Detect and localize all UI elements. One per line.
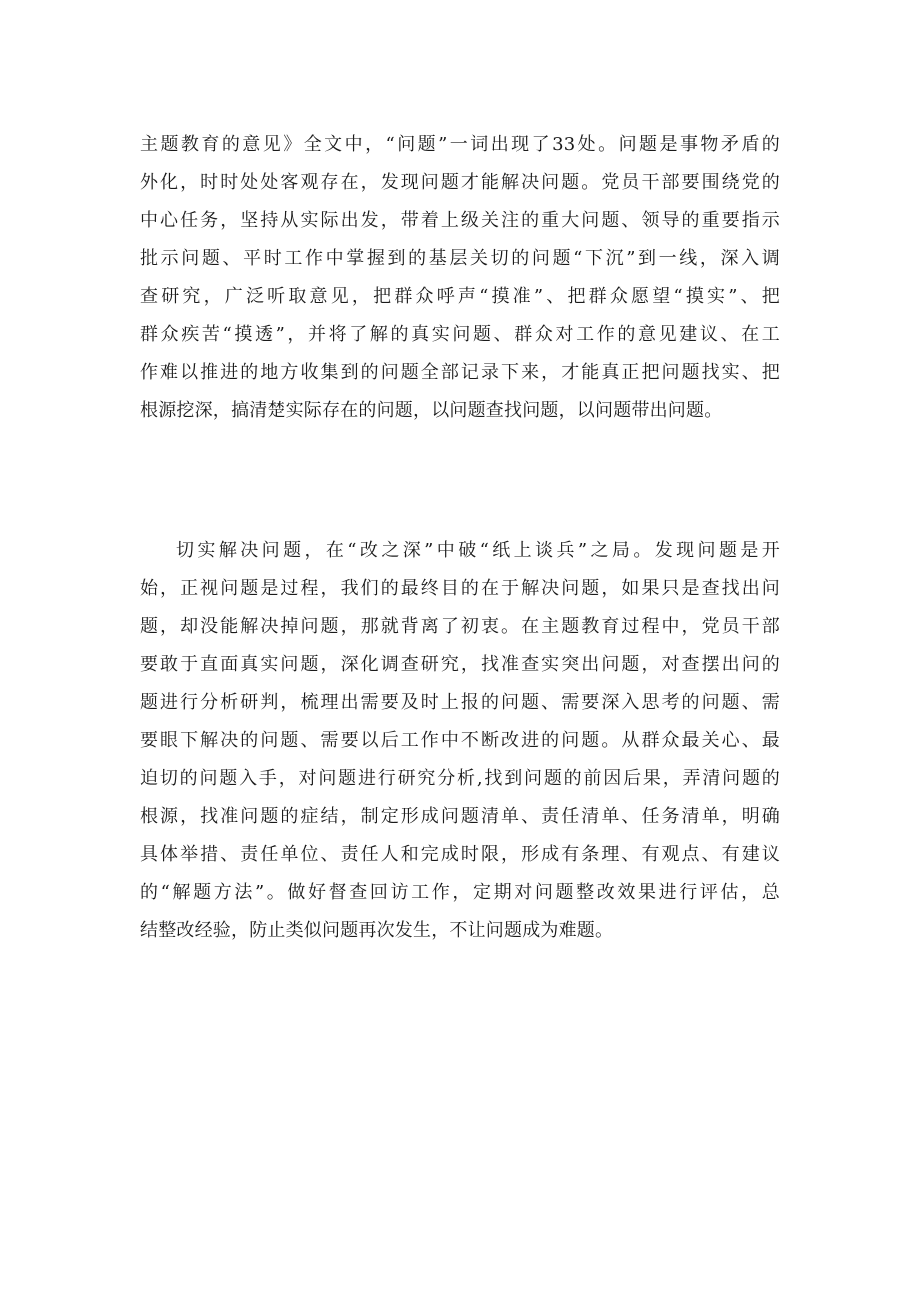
paragraph-line: 具体举措、责任单位、责任人和完成时限，形成有条理、有观点、有建议 bbox=[140, 844, 780, 865]
paragraph-line: 题进行分析研判，梳理出需要及时上报的问题、需要深入思考的问题、需 bbox=[140, 692, 780, 713]
paragraph-line: 要眼下解决的问题、需要以后工作中不断改进的问题。从群众最关心、最 bbox=[140, 730, 780, 751]
paragraph-line: 要敢于直面真实问题，深化调查研究，找准查实突出问题，对查摆出问的 bbox=[140, 654, 780, 675]
paragraph-2 bbox=[140, 532, 780, 950]
paragraph-line: 群众疾苦“摸透”，并将了解的真实问题、群众对工作的意见建议、在工 bbox=[140, 324, 780, 345]
paragraph-line: 批示问题、平时工作中掌握到的基层关切的问题“下沉”到一线，深入调 bbox=[140, 248, 780, 269]
paragraph-line: 根源，找准问题的症结，制定形成问题清单、责任清单、任务清单，明确 bbox=[140, 806, 780, 827]
paragraph-line: 外化，时时处处客观存在，发现问题才能解决问题。党员干部要围绕党的 bbox=[140, 172, 780, 193]
paragraph-line: 题，却没能解决掉问题，那就背离了初衷。在主题教育过程中，党员干部 bbox=[140, 616, 780, 637]
paragraph-line: 迫切的问题入手，对问题进行研究分析,找到问题的前因后果，弄清问题的 bbox=[140, 768, 780, 789]
paragraph-line: 作难以推进的地方收集到的问题全部记录下来，才能真正把问题找实、把 bbox=[140, 362, 780, 383]
paragraph-line: 的“解题方法”。做好督查回访工作，定期对问题整改效果进行评估，总 bbox=[140, 882, 780, 903]
paragraph-line: 中心任务，坚持从实际出发，带着上级关注的重大问题、领导的重要指示 bbox=[140, 210, 780, 231]
paragraph-line: 始，正视问题是过程，我们的最终目的在于解决问题，如果只是查找出问 bbox=[140, 578, 780, 599]
paragraph-line: 主题教育的意见》全文中，“问题”一词出现了33处。问题是事物矛盾的 bbox=[140, 134, 780, 155]
paragraph-1 bbox=[140, 126, 780, 430]
paragraph-line: 根源挖深，搞清楚实际存在的问题，以问题查找问题，以问题带出问题。 bbox=[140, 400, 723, 421]
paragraph-line: 结整改经验，防止类似问题再次发生，不让问题成为难题。 bbox=[140, 920, 614, 941]
paragraph-line: 切实解决问题，在“改之深”中破“纸上谈兵”之局。发现问题是开 bbox=[176, 540, 780, 561]
paragraph-line: 查研究，广泛听取意见，把群众呼声“摸准”、把群众愿望“摸实”、把 bbox=[140, 286, 780, 307]
